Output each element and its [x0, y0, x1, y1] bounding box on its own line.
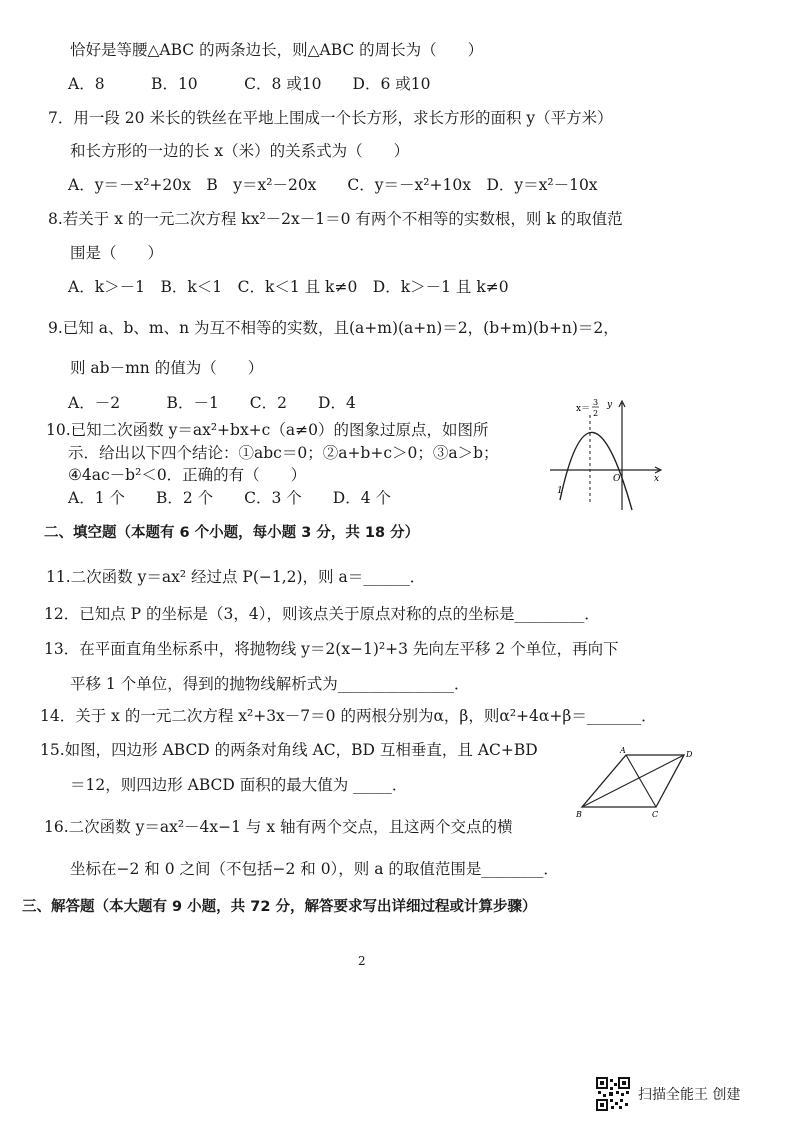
q10-options: A．1 个 B．2 个 C．3 个 D．4 个	[68, 489, 392, 507]
q14: 14．关于 x 的一元二次方程 x²+3x－7＝0 的两根分别为α，β，则α²+4α+β＝_______．	[40, 707, 657, 725]
q13-stem: 13．在平面直角坐标系中，将抛物线 y＝2(x−1)²+3 先向左平移 2 个单位，再向下	[44, 640, 619, 658]
q11: 11.二次函数 y＝ax² 经过点 P(−1,2)，则 a＝______．	[46, 568, 426, 586]
q15-quadrilateral-figure	[574, 745, 694, 823]
q15-stem-cont: ＝12，则四边形 ABCD 面积的最大值为 _____．	[70, 776, 408, 794]
left-mark: 1	[557, 486, 563, 496]
q15-stem: 15.如图，四边形 ABCD 的两条对角线 AC，BD 互相垂直，且 AC+BD	[40, 741, 538, 759]
scanner-app-text: 扫描全能王 创建	[638, 1087, 741, 1103]
q7-options: A．y＝－x²+20x B y＝x²－20x C．y＝－x²+10x D．y＝x²－10x	[68, 176, 598, 194]
q9-options: A．－2 B．－1 C．2 D．4	[68, 394, 356, 412]
q9-stem-cont: 则 ab－mn 的值为（ ）	[70, 359, 264, 377]
q10-stem-cont: 示．给出以下四个结论：①abc＝0；②a+b+c＞0；③a＞b；	[68, 444, 499, 462]
diagonal-ac	[626, 755, 656, 807]
scanner-footer	[596, 1077, 740, 1111]
section-three-heading: 三、解答题（本大题有 9 小题，共 72 分，解答要求写出详细过程或计算步骤）	[22, 899, 537, 915]
x-axis-label: x	[654, 474, 660, 484]
page-number: 2	[358, 954, 366, 968]
q10-stem: 10.已知二次函数 y＝ax²+bx+c（a≠0）的图象过原点，如图所	[46, 421, 489, 439]
section-two-heading: 二、填空题（本题有 6 个小题，每小题 3 分，共 18 分）	[44, 525, 420, 541]
q8-options: A．k＞－1 B．k＜1 C．k＜1 且 k≠0 D．k＞－1 且 k≠0	[68, 278, 509, 296]
q16-stem: 16.二次函数 y＝ax²－4x−1 与 x 轴有两个交点，且这两个交点的横	[44, 818, 513, 836]
q13-stem-cont: 平移 1 个单位，得到的抛物线解析式为_______________．	[70, 675, 470, 693]
q6-continuation: 恰好是等腰△ABC 的两条边长，则△ABC 的周长为（ ）	[70, 41, 484, 59]
q7-stem: 7．用一段 20 米长的铁丝在平地上围成一个长方形，求长方形的面积 y（平方米）	[48, 109, 613, 127]
vertex-a: A	[620, 746, 626, 755]
q8-stem: 8.若关于 x 的一元二次方程 kx²－2x－1＝0 有两个不相等的实数根，则 k 的取值范	[48, 210, 623, 228]
diagonal-bd	[582, 755, 684, 807]
qr-code-icon	[596, 1077, 630, 1111]
vertex-b: B	[576, 810, 582, 819]
frac-numerator: 3	[593, 398, 599, 407]
q7-stem-cont: 和长方形的一边的长 x（米）的关系式为（ ）	[70, 142, 410, 160]
vertex-d: D	[686, 750, 693, 759]
q10-stem-cont2: ④4ac－b²＜0．正确的有（ ）	[68, 466, 307, 484]
q16-stem-cont: 坐标在−2 和 0 之间（不包括−2 和 0），则 a 的取值范围是________．	[70, 860, 559, 878]
vertex-c: C	[652, 810, 659, 819]
origin-label: O	[613, 474, 621, 484]
q10-parabola-figure	[540, 395, 670, 515]
frac-denominator: 2	[593, 409, 599, 418]
symmetry-label: x＝	[576, 404, 591, 414]
y-axis-label: y	[607, 400, 613, 410]
q6-options: A．8 B．10 C．8 或10 D．6 或10	[68, 75, 431, 93]
q8-stem-cont: 围是（ ）	[70, 244, 164, 262]
parabola-curve	[560, 432, 632, 510]
q9-stem: 9.已知 a、b、m、n 为互不相等的实数，且(a+m)(a+n)＝2，(b+m)(b+n)＝2，	[48, 319, 619, 337]
q12: 12．已知点 P 的坐标是（3，4），则该点关于原点对称的点的坐标是_________．	[44, 605, 600, 623]
